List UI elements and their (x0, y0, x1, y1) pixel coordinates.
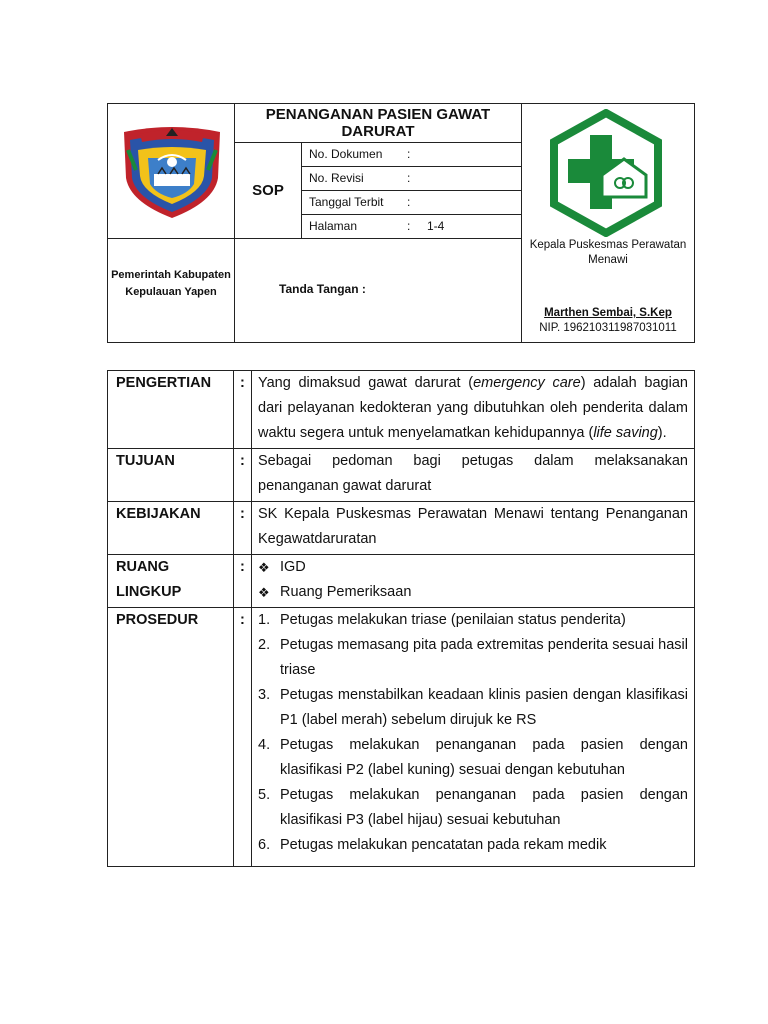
ruang-lingkup-list (252, 555, 695, 608)
meta-label: Tanggal Terbit (309, 195, 384, 209)
meta-label: No. Dokumen (309, 147, 383, 161)
list-item (258, 683, 688, 733)
text-segment: Yang dimaksud gawat darurat ( (258, 375, 474, 391)
head-name: Marthen Sembai, S.Kep (544, 307, 672, 319)
step-text: Petugas menstabilkan keadaan klinis pasien dengan klasifikasi P1 (label merah) sebelum dirujuk ke RS (280, 687, 688, 728)
meta-value: 1-4 (427, 219, 445, 233)
meta-label: Halaman (309, 219, 358, 233)
text-segment: life saving (593, 425, 658, 441)
diamond-bullet-icon: ❖ (258, 560, 270, 575)
row-label (108, 555, 234, 608)
puskesmas-logo-icon (546, 109, 666, 237)
sop-content-table (107, 370, 695, 867)
list-item-text: IGD (280, 559, 306, 575)
row-colon: : (234, 555, 252, 608)
meta-colon: : (407, 219, 411, 233)
list-item (258, 555, 688, 580)
step-number: 6. (258, 837, 271, 853)
row-label: TUJUAN (108, 449, 234, 502)
step-text: Petugas melakukan penanganan pada pasien dengan klasifikasi P2 (label kuning) sesuai dengan kebutuhan (280, 737, 688, 778)
sop-label: SOP (252, 182, 284, 199)
diamond-bullet-icon: ❖ (258, 585, 270, 600)
table-row (108, 608, 695, 867)
row-label-line: RUANG (116, 559, 170, 575)
row-colon: : (234, 502, 252, 555)
step-number: 3. (258, 687, 271, 703)
divider (108, 238, 522, 239)
step-text: Petugas melakukan penanganan pada pasien dengan klasifikasi P3 (label hijau) sesuai kebutuhan (280, 787, 688, 828)
prosedur-list (252, 608, 695, 867)
step-number: 4. (258, 737, 271, 753)
divider (301, 166, 522, 167)
list-item-text: Ruang Pemeriksaan (280, 584, 412, 600)
pengertian-text (252, 371, 695, 449)
list-item (258, 833, 688, 858)
meta-colon: : (407, 147, 411, 161)
table-row (108, 502, 695, 555)
row-colon: : (234, 608, 252, 867)
step-text: Petugas memasang pita pada extremitas penderita sesuai hasil triase (280, 637, 688, 678)
list-item (258, 580, 688, 605)
row-label-line: LINGKUP (116, 584, 182, 600)
signature-label: Tanda Tangan : (279, 282, 366, 296)
row-colon: : (234, 449, 252, 502)
step-text: Petugas melakukan pencatatan pada rekam medik (280, 837, 607, 853)
list-item (258, 783, 688, 833)
meta-row (309, 219, 445, 233)
row-label: PENGERTIAN (108, 371, 234, 449)
meta-colon: : (407, 195, 411, 209)
step-number: 2. (258, 637, 271, 653)
text-segment: ). (657, 425, 667, 441)
meta-row (309, 195, 411, 209)
row-label: KEBIJAKAN (108, 502, 234, 555)
list-item (258, 608, 688, 633)
list-item (258, 733, 688, 783)
table-row (108, 555, 695, 608)
organization-name: Pemerintah Kabupaten Kepulauan Yapen (111, 269, 231, 298)
meta-row (309, 171, 411, 185)
row-colon: : (234, 371, 252, 449)
table-row (108, 371, 695, 449)
sop-header-table (107, 103, 695, 343)
step-text: Petugas melakukan triase (penilaian status penderita) (280, 612, 626, 628)
list-item (258, 633, 688, 683)
step-number: 1. (258, 612, 271, 628)
kebijakan-text: SK Kepala Puskesmas Perawatan Menawi tentang Penanganan Kegawatdaruratan (252, 502, 695, 555)
row-label: PROSEDUR (108, 608, 234, 867)
step-number: 5. (258, 787, 271, 803)
text-segment: ) adalah bagian dari pelayanan kedokteran yang dibutuhkan oleh penderita dalam waktu segera untuk menyelamatkan kehidupannya ( (258, 375, 688, 441)
tujuan-text: Sebagai pedoman bagi petugas dalam melaksanakan penanganan gawat darurat (252, 449, 695, 502)
kabupaten-yapen-emblem-icon (118, 120, 226, 220)
meta-row (309, 147, 411, 161)
meta-colon: : (407, 171, 411, 185)
head-nip: NIP. 196210311987031011 (539, 322, 677, 334)
head-title: Kepala Puskesmas Perawatan Menawi (529, 239, 687, 266)
meta-label: No. Revisi (309, 171, 364, 185)
divider (301, 190, 522, 191)
divider (301, 214, 522, 215)
table-row (108, 449, 695, 502)
text-segment: emergency care (473, 375, 581, 391)
document-title: PENANGANAN PASIEN GAWAT DARURAT (265, 106, 491, 140)
